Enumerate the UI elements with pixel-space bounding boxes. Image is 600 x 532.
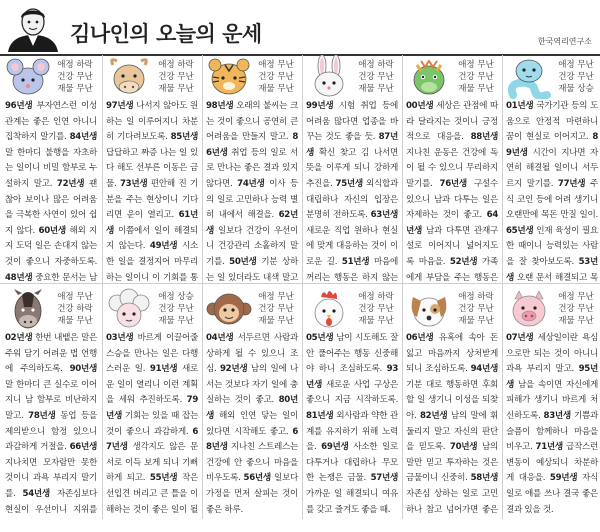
year-fortune-text: 남이 시도해도 잘 안 풀어주는 행동 신중해야 하니 조심하도록. [306, 333, 398, 375]
fortune-summary [151, 291, 200, 327]
fortune-health: 건강 하락 [57, 304, 93, 314]
birth-year: 61년생 [106, 210, 198, 236]
year-fortune-text: 새로운 일이 열리니 이런 계획을 세워 추진하도록. [106, 364, 198, 406]
fortune-text [406, 99, 498, 287]
snake-icon [505, 55, 553, 99]
birth-year: 91년생 [149, 364, 178, 375]
year-fortune-text: 한번 내뱉은 말은 주워 담기 어려운 법 언행에 주의하도록. [5, 333, 97, 375]
birth-year: 79년생 [106, 395, 198, 421]
birth-year: 57년생 [370, 473, 398, 484]
birth-year: 59년생 [549, 473, 578, 484]
birth-year: 63년생 [370, 210, 398, 221]
zodiac-cell [502, 287, 600, 519]
year-fortune-text: 남의 말에 휘둘리지 말고 자신의 판단을 믿도록. [406, 410, 498, 453]
year-fortune-text: 시간이 지나면 자연히 해결될 일이니 서두르지 말기를. [506, 147, 598, 189]
fortune-love: 애정 하락 [458, 292, 494, 302]
year-fortune-text: 말 한마디 불행을 자초하는 일이니 비밀 함부로 누설하지 말고. [5, 147, 97, 189]
zodiac-cell [2, 55, 100, 287]
year-fortune-text: 취업 등의 일로 서로 만나는 좋은 결과 있지 않다면. [206, 147, 298, 189]
birth-year: 58년생 [470, 473, 498, 484]
fortune-summary [551, 291, 600, 327]
year-fortune-text: 오랜 문서 해결되고 목 [517, 272, 598, 283]
year-fortune-text: 동업 등을 제의받으니 함정 있으니 과감하게 거절을. [5, 410, 98, 453]
zodiac-cell [402, 55, 500, 287]
fortune-text [306, 99, 398, 287]
birth-year: 62년생 [206, 210, 298, 236]
fortune-wealth: 재물 무난 [458, 316, 494, 326]
birth-year: 89년생 [506, 132, 598, 158]
year-fortune-text: 유혹에 속아 돈 잃고 마음까지 상처받게 되니 조심하도록. [406, 333, 498, 375]
fortune-love: 애정 무난 [558, 292, 594, 302]
year-fortune-text: 국가기관 등의 도움으로 안정적 마련하니 꿈이 현실로 이어지고. [506, 101, 598, 143]
fortune-health: 건강 무난 [158, 304, 194, 314]
fortune-wealth: 재물 무난 [358, 84, 394, 94]
pig-icon [505, 287, 553, 331]
fortune-text [5, 331, 97, 519]
fortune-summary [551, 59, 600, 95]
birth-year: 51년생 [341, 256, 370, 267]
fortune-wealth: 재물 무난 [57, 316, 93, 326]
year-fortune-text: 가까운 일 해결되니 여유를 갖고 즐겨도 좋을 때. [306, 488, 398, 515]
author-portrait-icon [4, 4, 62, 52]
year-fortune-text: 확신 찾고 김 나서면 뜻을 이루게 되니 강하게 추진을. [306, 147, 398, 189]
zodiac-cell [102, 287, 200, 519]
year-fortune-text: 답답하고 짜증 나는 일 있다 해도 선부른 이동은 금물. [106, 147, 198, 189]
fortune-love: 애정 무난 [258, 60, 294, 70]
fortune-love: 애정 하락 [158, 60, 194, 70]
year-fortune-text: 외식합과 대립하나 자신의 입장은 분명히 전하도록. [306, 178, 398, 221]
zodiac-cell [202, 287, 300, 519]
year-fortune-text: 해외 인연 닿는 일이 있다면 시작해도 좋고. [206, 410, 298, 437]
birth-year: 95년생 [506, 364, 598, 390]
birth-year: 78년생 [28, 410, 56, 421]
fortune-summary [50, 291, 100, 327]
zodiac-cell [402, 287, 500, 519]
birth-year: 98년생 [206, 101, 234, 111]
birth-year: 86년생 [206, 132, 298, 158]
year-fortune-text: 세상은 관점에 따라 달라지는 것이니 긍정적으로 대응을. [406, 101, 498, 143]
year-fortune-text: 남의 일에 나서는 것보다 자기 일에 충실하는 것이 좋고. [206, 364, 298, 406]
zodiac-cell [2, 287, 100, 519]
year-fortune-text: 해외 지지 도덕 일은 손대지 않는 것이 좋으니 자중하도록. [5, 225, 97, 267]
birth-year: 96년생 [5, 101, 33, 111]
fortune-summary [351, 291, 400, 327]
fortune-text [506, 331, 598, 518]
page-header [0, 0, 600, 56]
year-fortune-text: 자존심 상하는 일로 고민하나 참고 넘어가면 좋은 [406, 488, 498, 515]
fortune-health: 건강 무난 [358, 72, 394, 82]
birth-year: 52년생 [449, 256, 478, 267]
dog-icon [405, 287, 453, 331]
fortune-wealth: 재물 상승 [558, 84, 594, 94]
tiger-icon [205, 55, 253, 99]
year-fortune-text: 구설수 있으니 남과 다투는 일은 자제하는 것이 좋고. [406, 178, 498, 221]
fortune-love: 애정 하락 [358, 292, 394, 302]
fortune-health: 건강 무난 [57, 72, 93, 82]
year-fortune-text: 부자연스런 이성관계는 좋은 인연 아니니 집착하지 말기를. [5, 101, 97, 143]
fortune-text [5, 99, 97, 287]
birth-year: 55년생 [149, 473, 178, 484]
year-fortune-text: 자식 일로 애를 쓰나 결국 좋은 결과 있을 것. [506, 473, 598, 515]
page-title: 김나인의 오늘의 운세 [70, 22, 262, 46]
year-fortune-text: 지나치면 모자람만 못한 것이니 과욕 부리지 말기를. [5, 457, 97, 499]
fortune-health: 건강 무난 [458, 72, 494, 82]
year-fortune-text: 중요한 문서는 남 [35, 272, 97, 283]
fortune-wealth: 재물 무난 [258, 316, 294, 326]
ox-icon [105, 55, 153, 99]
year-fortune-text: 새로운 사업 구상은 좋으니 지금 시작하도록. [306, 379, 398, 406]
birth-year: 72년생 [56, 178, 85, 189]
birth-year: 73년생 [119, 178, 148, 189]
birth-year: 84년생 [69, 132, 97, 143]
zodiac-cell [202, 55, 300, 287]
birth-year: 48년생 [5, 272, 33, 283]
birth-year: 92년생 [219, 364, 248, 375]
fortune-wealth: 재물 무난 [158, 316, 194, 326]
birth-year: 64년생 [406, 210, 498, 236]
fortune-wealth: 재물 무난 [458, 84, 494, 94]
fortune-wealth: 재물 무난 [57, 84, 93, 94]
year-fortune-text: 지나친 스트레스는 건강에 안 좋으니 마음을 비우도록. [206, 442, 298, 484]
year-fortune-text: 급작스런 변동이 예상되니 차분하게 대응을. [506, 442, 598, 484]
birth-year: 00년생 [406, 101, 434, 111]
year-fortune-text: 가족에게 부담을 주는 행동은 [406, 256, 498, 283]
rabbit-icon [305, 55, 353, 99]
fortune-love: 애정 하락 [358, 60, 394, 70]
fortune-text [106, 99, 198, 287]
birth-year: 06년생 [406, 333, 434, 343]
year-fortune-text: 남과 다투면 관재구설로 이어지니 넓어지도록 마음을. [406, 225, 498, 267]
fortune-health: 건강 무난 [258, 72, 294, 82]
fortune-text [506, 99, 598, 287]
year-fortune-text: 오래의 불씨는 크는 것이 좋으니 공연히 큰 어려움을 만들지 말고. [206, 101, 298, 143]
fortune-wealth: 재물 무난 [258, 84, 294, 94]
fortune-health: 건강 무난 [158, 72, 194, 82]
year-fortune-text: 기분 대로 행동하면 후회할 일 생기니 이성을 되찾아. [406, 379, 498, 421]
year-fortune-text: 기쁨과 슬픔이 함께하니 마음을 비우고. [506, 410, 598, 453]
fortune-love: 애정 무난 [558, 60, 594, 70]
year-fortune-text: 작은 선입견 버리고 큰 틀을 이해하는 것이 좋은 일이 될 [106, 473, 198, 515]
year-fortune-text: 괜찮아 보이나 많은 어려움을 극복한 사연이 있어 쉽지 않다. [5, 178, 97, 236]
year-fortune-text: 말 한마디 큰 실수로 이어지니 남 함부로 비난하지 말고. [5, 379, 97, 421]
fortune-summary [351, 59, 400, 95]
year-fortune-text: 외사람과 약한 관계를 유지하기 위해 노력을. [306, 410, 398, 453]
fortune-love: 애정 무난 [258, 292, 294, 302]
year-fortune-text: 남의 말만 믿고 투자하는 것은 금물이니 신중히. [406, 442, 498, 484]
zodiac-cell [302, 55, 400, 287]
fortune-summary [151, 59, 200, 95]
birth-year: 85년생 [170, 132, 198, 143]
year-fortune-text: 생각지도 않은 문서로 이득 보게 되니 기뻐하게 되고. [106, 442, 198, 484]
birth-year: 01년생 [506, 101, 534, 111]
year-fortune-text: 자존심보다 현실이 우선이니 지위를 [5, 488, 97, 515]
birth-year: 50년생 [229, 256, 257, 267]
zodiac-cell [302, 287, 400, 519]
year-fortune-text: 바르게 이끌어줄 스승을 만나는 일은 다행스러운 일. [106, 333, 198, 375]
birth-year: 69년생 [321, 442, 349, 453]
birth-year: 80년생 [206, 395, 298, 421]
fortune-text [106, 331, 198, 519]
fortune-summary [251, 291, 300, 327]
year-fortune-text: 사소한 일로 다투거나 대립하나 무모한 논쟁은 금물. [306, 442, 399, 484]
birth-year: 97년생 [106, 101, 134, 111]
birth-year: 83년생 [543, 410, 571, 421]
birth-year: 68년생 [206, 426, 298, 453]
fortune-health: 건강 무난 [458, 304, 494, 314]
zodiac-cell [502, 55, 600, 287]
birth-year: 05년생 [306, 333, 334, 343]
birth-year: 87년생 [306, 132, 398, 158]
year-fortune-text: 이사 등의 일로 고민하나 능력 별히 내에서 해결을. [206, 178, 298, 221]
year-fortune-text: 주식 코인 등에 어려 생기니 오랜만에 목돈 만질 일이. [506, 178, 598, 221]
fortune-summary [251, 59, 300, 95]
birth-year: 66년생 [69, 442, 97, 453]
publisher-label: 한국역리연구소 [537, 37, 592, 46]
birth-year: 76년생 [439, 178, 467, 189]
fortune-wealth: 재물 무난 [158, 84, 194, 94]
birth-year: 82년생 [419, 410, 448, 421]
zodiac-cell [102, 55, 200, 287]
birth-year: 99년생 [306, 101, 334, 111]
year-fortune-text: 이쯤에서 일이 해결되지 않는다. [106, 225, 198, 252]
year-fortune-text: 남을 속이면 자신에게 피해가 생기니 바르게 처신하도록. [506, 379, 598, 421]
birth-year: 56년생 [243, 473, 271, 484]
birth-year: 75년생 [335, 178, 363, 189]
fortune-health: 건강 무난 [258, 304, 294, 314]
birth-year: 49년생 [149, 241, 178, 252]
birth-year: 53년생 [506, 256, 598, 283]
fortune-text [206, 331, 298, 518]
fortune-health: 건강 무난 [558, 72, 594, 82]
year-fortune-text: 편안해 진 기분을 주는 현상이니 기다리면 운이 열리고. [106, 178, 198, 221]
year-fortune-text: 세상일이란 욕심으로만 되는 것이 아니니 과욕 부리지 말고. [506, 333, 598, 375]
fortune-text [306, 331, 398, 518]
year-fortune-text: 인재 육성이 필요한 때이니 능력있는 사람을 잘 찾아보도록. [506, 225, 598, 267]
rat-icon [4, 55, 52, 99]
year-fortune-text: 서두르면 사람과 상하게 될 수 있으니 조심. [206, 333, 298, 375]
birth-year: 74년생 [237, 178, 265, 189]
fortune-wealth: 재물 무난 [558, 316, 594, 326]
birth-year: 70년생 [449, 442, 478, 453]
year-fortune-text: 지나친 운동은 건강에 독이 될 수 있으니 무리하지 말기를. [406, 147, 498, 189]
birth-year: 77년생 [557, 178, 586, 189]
birth-year: 71년생 [535, 442, 563, 453]
birth-year: 67년생 [106, 426, 198, 453]
fortune-summary [50, 59, 100, 95]
birth-year: 04년생 [206, 333, 234, 343]
birth-year: 81년생 [306, 410, 334, 421]
fortune-text [406, 331, 498, 519]
fortune-summary [451, 59, 500, 95]
fortune-summary [451, 291, 500, 327]
year-fortune-text: 시험 취업 등에 어려움 많다면 업종을 바꾸는 것도 좋을 듯. [306, 101, 398, 143]
year-fortune-text: 시소한 일을 결정지어 마무리하는 일이니 이 기회를 통 [106, 241, 198, 283]
sheep-icon [105, 287, 153, 331]
birth-year: 90년생 [69, 364, 97, 375]
birth-year: 65년생 [506, 225, 534, 236]
year-fortune-text: 기분 상하는 일 있더라도 내색 말고 [206, 256, 299, 283]
birth-year: 54년생 [22, 488, 50, 499]
fortune-love: 애정 하락 [57, 60, 93, 70]
birth-year: 88년생 [470, 132, 498, 143]
birth-year: 60년생 [38, 225, 66, 236]
birth-year: 07년생 [506, 333, 534, 343]
year-fortune-text: 새로운 직업 원하나 현실에 맞게 대응하는 것이 이로운 길. [306, 225, 398, 267]
rooster-icon [305, 287, 353, 331]
birth-year: 94년생 [470, 364, 498, 375]
fortune-health: 건강 무난 [358, 304, 394, 314]
year-fortune-text: 기회는 있을 때 잡는 것이 좋으니 과감하게. [106, 410, 198, 437]
fortune-love: 애정 무난 [57, 292, 93, 302]
fortune-health: 건강 무난 [558, 304, 594, 314]
fortune-love: 애정 무난 [458, 60, 494, 70]
year-fortune-text: 나서지 않아도 원하는 일 이루어지니 차분히 기다려보도록. [106, 101, 198, 143]
monkey-icon [205, 287, 253, 331]
fortune-love: 애정 상승 [158, 292, 194, 302]
fortune-text [206, 99, 298, 287]
year-fortune-text: 마음에 꺼리는 행동은 하지 않는 [306, 256, 398, 283]
year-fortune-text: 일보다 건강이 우선이니 건강관리 소홀하지 말기를. [206, 225, 298, 267]
fortune-wealth: 재물 무난 [358, 316, 394, 326]
birth-year: 02년생 [5, 333, 33, 343]
horse-icon [4, 287, 52, 331]
birth-year: 93년생 [306, 364, 398, 390]
birth-year: 03년생 [106, 333, 134, 343]
dragon-icon [405, 55, 453, 99]
year-fortune-text: 일보다 가정을 먼저 살피는 것이 좋은 하루. [206, 473, 298, 515]
